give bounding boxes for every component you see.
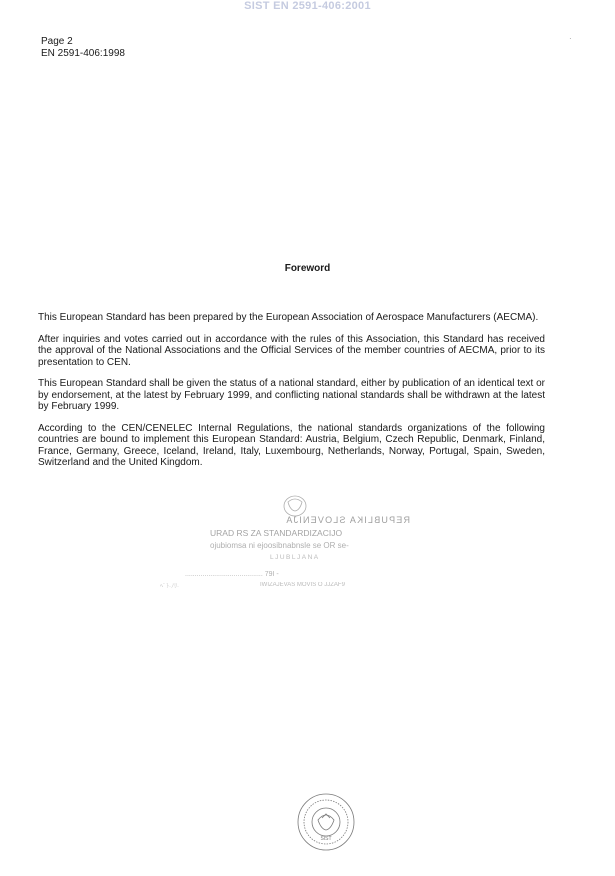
official-seal bbox=[296, 792, 356, 852]
svg-text:..............................: ........................................ 79I - bbox=[185, 571, 279, 578]
svg-text:ﾍﾞﾄ·ﾉﾘ·: ﾍﾞﾄ·ﾉﾘ· bbox=[160, 584, 179, 590]
paragraph-3: This European Standard shall be given the status of a national standard, either by publication of an identical text or by endorsement, at the latest by February 1999, and conflicting national standards shall be withdrawn at the latest by February 1999. bbox=[38, 378, 545, 412]
section-title: Foreword bbox=[284, 263, 331, 274]
approval-stamp bbox=[155, 492, 410, 592]
svg-text:LJUBLJANA: LJUBLJANA bbox=[270, 554, 320, 561]
svg-text:IWIZAJEVAS MOVIS O JJZAF9: IWIZAJEVAS MOVIS O JJZAF9 bbox=[260, 582, 345, 588]
foreword-body bbox=[38, 312, 545, 479]
paragraph-2: After inquiries and votes carried out in accordance with the rules of this Association, this Standard has received the approval of the National Associations and the Official Services of the member countries of AECMA, prior to its presentation to CEN. bbox=[38, 333, 545, 368]
svg-text:ojubiomsa ni ejoosibnabnsle se: ojubiomsa ni ejoosibnabnsle se OR se- bbox=[210, 541, 349, 550]
paragraph-4: According to the CEN/CENELEC Internal Regulations, the national standards organizations of the following countries are bound to implement this European Standard: Austria, Belgium, Czech Republic, Denmark, Finland, France, Germany, Greece, Iceland, Ireland, Italy, Luxembourg, Netherlands, Norway, Portugal, Spain, Sweden, Switzerland and the United Kingdom. bbox=[38, 422, 545, 468]
paragraph-1: This European Standard has been prepared by the European Association of Aerospace Manufacturers (AECMA). bbox=[38, 312, 539, 323]
standard-reference: EN 2591-406:1998 bbox=[41, 48, 125, 59]
svg-text:REPUBLIKA SLOVENIJA: REPUBLIKA SLOVENIJA bbox=[285, 515, 410, 525]
svg-text:URAD RS ZA STANDARDIZACIJO: URAD RS ZA STANDARDIZACIJO bbox=[210, 528, 343, 538]
page-header bbox=[41, 36, 125, 60]
seal-text: SIST bbox=[320, 836, 332, 842]
corner-mark: · bbox=[569, 34, 572, 43]
page-number: Page 2 bbox=[41, 36, 73, 47]
document-watermark: SIST EN 2591-406:2001 bbox=[244, 0, 371, 12]
